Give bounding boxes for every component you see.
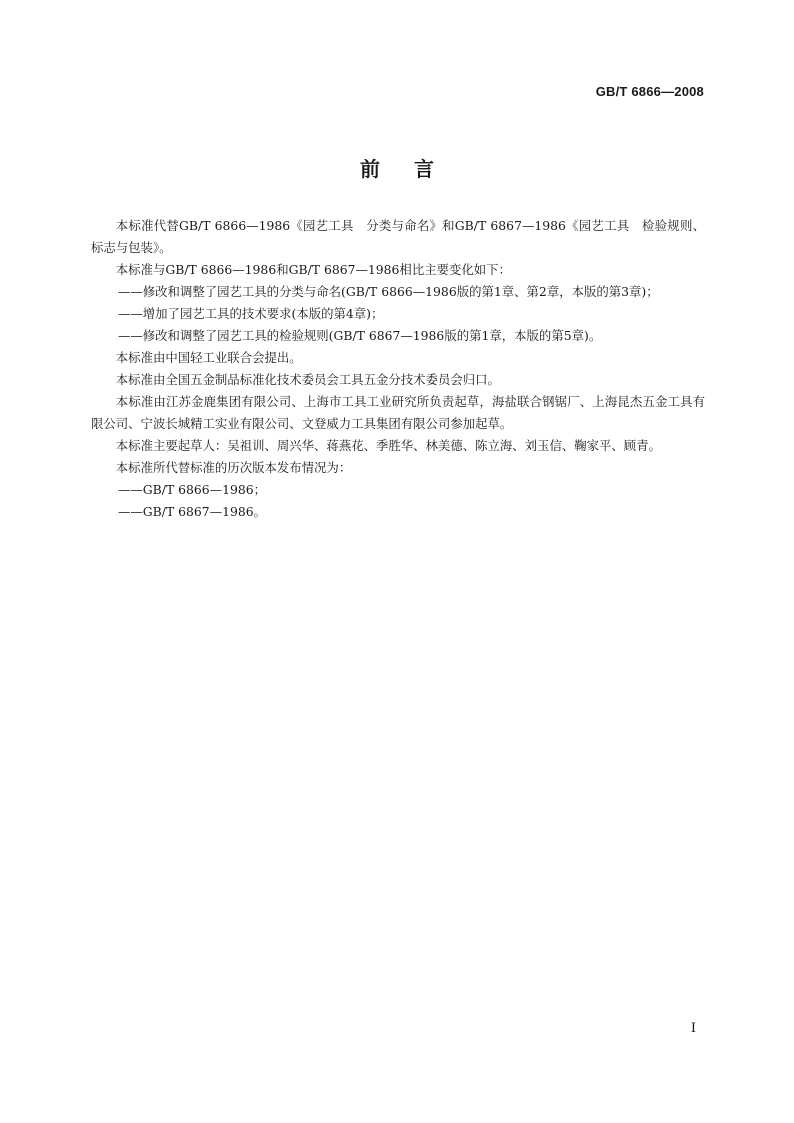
standard-code: GB/T 6866—2008 bbox=[595, 84, 704, 99]
page-title: 前言 bbox=[360, 157, 468, 181]
paragraph-replacement: 本标准代替GB/T 6866—1986《园艺工具 分类与命名》和GB/T 6867—1986《园艺工具 检验规则、标志与包装》。 bbox=[91, 218, 705, 255]
previous-edition-item: ——GB/T 6866—1986； bbox=[118, 482, 267, 497]
previous-edition-item: ——GB/T 6867—1986。 bbox=[118, 504, 267, 519]
paragraph-drafting-units: 本标准由江苏金鹿集团有限公司、上海市工具工业研究所负责起草，海盐联合钢锯厂、上海昆杰五金工具有限公司、宁波长城精工实业有限公司、文登威力工具集团有限公司参加起草。 bbox=[91, 394, 705, 431]
change-item-technical-requirements: ——增加了园艺工具的技术要求(本版的第4章)； bbox=[118, 306, 384, 321]
paragraph-previous-editions: 本标准所代替标准的历次版本发布情况为： bbox=[115, 460, 352, 475]
change-item-inspection-rules: ——修改和调整了园艺工具的检验规则(GB/T 6867—1986版的第1章，本版的第5章)。 bbox=[118, 328, 602, 343]
page-number: I bbox=[690, 1021, 696, 1036]
paragraph-changes-intro: 本标准与GB/T 6866—1986和GB/T 6867—1986相比主要变化如下： bbox=[115, 262, 511, 277]
paragraph-centralized-by: 本标准由全国五金制品标准化技术委员会工具五金分技术委员会归口。 bbox=[115, 372, 500, 387]
paragraph-main-drafters: 本标准主要起草人：吴祖训、周兴华、蒋燕花、季胜华、林美德、陈立海、刘玉信、鞠家平、顾青。 bbox=[115, 438, 661, 453]
change-item-classification: ——修改和调整了园艺工具的分类与命名(GB/T 6866—1986版的第1章、第2章，本版的第3章)； bbox=[118, 284, 659, 299]
preface-body bbox=[91, 215, 705, 523]
paragraph-proposer: 本标准由中国轻工业联合会提出。 bbox=[115, 350, 302, 365]
